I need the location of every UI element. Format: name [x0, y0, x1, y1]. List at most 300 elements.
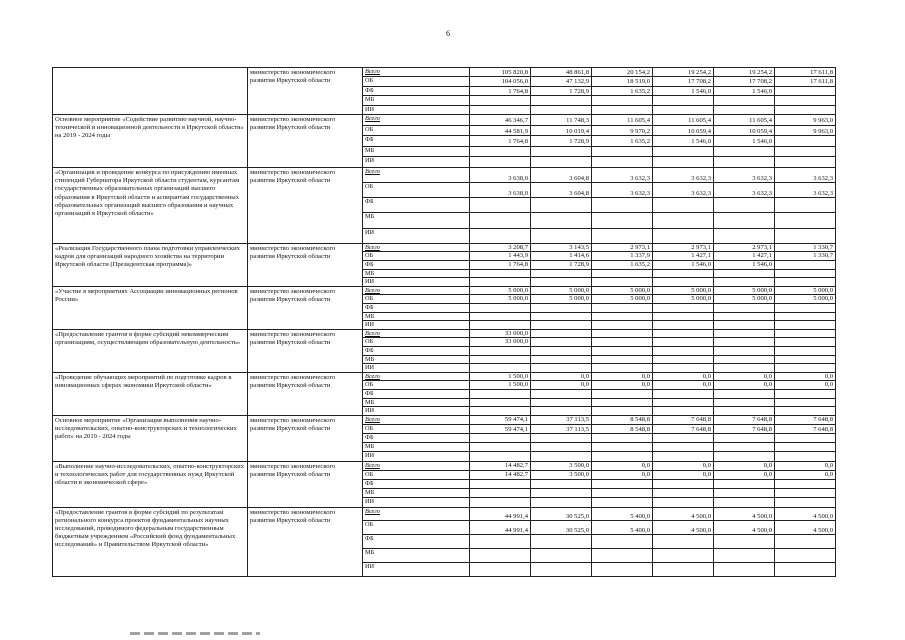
amount-cell — [470, 498, 531, 507]
amount-cell: 1 728,9 — [531, 261, 592, 270]
amount-cell: 0,0 — [775, 381, 836, 390]
amount-cell: 1 728,9 — [531, 136, 592, 147]
amount-cell: 4 500,0 — [653, 521, 714, 535]
amount-cell — [653, 157, 714, 168]
amount-cell: 0,0 — [714, 470, 775, 479]
amount-cell: 5 000,0 — [592, 286, 653, 295]
amount-cell — [775, 562, 836, 576]
amount-cell — [592, 157, 653, 168]
amount-cell: 19 254,2 — [714, 68, 775, 77]
amount-cell: 0,0 — [714, 372, 775, 381]
amount-cell — [592, 346, 653, 355]
funding-source: ИИ — [363, 498, 470, 507]
amount-cell: 14 482,7 — [470, 470, 531, 479]
amount-cell: 1 635,2 — [592, 86, 653, 95]
amount-cell — [714, 338, 775, 347]
funding-source: ОБ — [363, 424, 470, 433]
amount-cell — [653, 213, 714, 228]
amount-cell — [775, 329, 836, 338]
amount-cell: 19 254,2 — [653, 68, 714, 77]
funding-source: Всего — [363, 461, 470, 470]
funding-source: МБ — [363, 269, 470, 278]
amount-cell: 44 991,4 — [470, 507, 531, 521]
amount-cell: 1 546,0 — [653, 261, 714, 270]
amount-cell — [775, 304, 836, 313]
activity-description: «Участие в мероприятиях Ассоциации инновационных регионов России» — [53, 286, 248, 329]
amount-cell — [592, 535, 653, 549]
amount-cell — [653, 489, 714, 498]
amount-cell — [531, 364, 592, 373]
funding-source: ОБ — [363, 77, 470, 86]
amount-cell — [775, 489, 836, 498]
amount-cell — [592, 364, 653, 373]
amount-cell: 4 500,0 — [714, 507, 775, 521]
amount-cell: 0,0 — [775, 470, 836, 479]
responsible-executor: министерство экономического развития Иркутской области — [248, 68, 363, 115]
amount-cell — [592, 304, 653, 313]
amount-cell — [714, 480, 775, 489]
amount-cell — [653, 562, 714, 576]
funding-source: ИИ — [363, 228, 470, 243]
amount-cell: 1 546,0 — [714, 261, 775, 270]
funding-source: ИИ — [363, 157, 470, 168]
funding-source: ФБ — [363, 434, 470, 443]
amount-cell — [470, 312, 531, 321]
funding-source: ОБ — [363, 470, 470, 479]
table-row — [53, 243, 836, 252]
amount-cell — [714, 498, 775, 507]
amount-cell: 7 648,8 — [714, 415, 775, 424]
funding-source: ИИ — [363, 321, 470, 330]
amount-cell: 44 991,4 — [470, 521, 531, 535]
responsible-executor: министерство экономического развития Иркутской области — [248, 329, 363, 372]
amount-cell: 11 605,4 — [653, 114, 714, 125]
funding-source: МБ — [363, 213, 470, 228]
amount-cell — [592, 389, 653, 398]
funding-source: ИИ — [363, 278, 470, 287]
activity-description: Основное мероприятие «Содействие развитию научной, научно-технической и инновационной деятельности в Иркутской области» на 2019 - 2024 годы — [53, 114, 248, 167]
amount-cell — [775, 278, 836, 287]
funding-source: Всего — [363, 286, 470, 295]
amount-cell — [653, 105, 714, 114]
amount-cell — [653, 321, 714, 330]
amount-cell — [653, 443, 714, 452]
amount-cell — [470, 269, 531, 278]
responsible-executor: министерство экономического развития Иркутской области — [248, 286, 363, 329]
activity-description: «Организация и проведение конкурса по присуждению именных стипендий Губернатора Иркутской области студентам, курсантам государственных образовательных организаций высшего образования в Иркутской области и аспирантам государственных образовательных организаций высшего образования и научных организаций в Иркутской области» — [53, 167, 248, 243]
funding-source: ФБ — [363, 136, 470, 147]
funding-source: Всего — [363, 372, 470, 381]
amount-cell: 3 632,3 — [775, 167, 836, 182]
amount-cell: 3 638,0 — [470, 183, 531, 198]
amount-cell: 20 154,2 — [592, 68, 653, 77]
amount-cell — [531, 228, 592, 243]
amount-cell — [775, 498, 836, 507]
amount-cell — [470, 278, 531, 287]
amount-cell — [592, 562, 653, 576]
funding-source: ФБ — [363, 304, 470, 313]
amount-cell — [714, 228, 775, 243]
amount-cell — [653, 407, 714, 416]
amount-cell — [470, 489, 531, 498]
amount-cell — [592, 198, 653, 213]
amount-cell — [714, 321, 775, 330]
amount-cell: 9 963,0 — [775, 114, 836, 125]
amount-cell — [653, 535, 714, 549]
amount-cell: 3 632,3 — [775, 183, 836, 198]
amount-cell — [531, 338, 592, 347]
amount-cell: 3 500,0 — [531, 470, 592, 479]
funding-source: ОБ — [363, 521, 470, 535]
activity-description: Основное мероприятие «Организация выполнения научно-исследовательских, опытно-конструкторских и технологических работ» на 2019 - 2024 годы — [53, 415, 248, 461]
amount-cell: 1 500,0 — [470, 372, 531, 381]
amount-cell — [531, 480, 592, 489]
amount-cell: 1 764,8 — [470, 136, 531, 147]
amount-cell: 1 546,0 — [714, 86, 775, 95]
amount-cell: 2 973,1 — [592, 243, 653, 252]
amount-cell: 1 427,1 — [714, 252, 775, 261]
amount-cell — [531, 278, 592, 287]
amount-cell — [470, 146, 531, 157]
amount-cell — [531, 304, 592, 313]
amount-cell — [775, 398, 836, 407]
amount-cell: 5 000,0 — [592, 295, 653, 304]
funding-source: ИИ — [363, 364, 470, 373]
amount-cell — [714, 157, 775, 168]
amount-cell: 5 000,0 — [470, 295, 531, 304]
amount-cell: 0,0 — [775, 372, 836, 381]
amount-cell — [592, 434, 653, 443]
amount-cell — [653, 452, 714, 461]
funding-source: ФБ — [363, 86, 470, 95]
amount-cell — [470, 562, 531, 576]
funding-source: ИИ — [363, 562, 470, 576]
amount-cell — [714, 535, 775, 549]
funding-source: ОБ — [363, 338, 470, 347]
amount-cell — [470, 213, 531, 228]
amount-cell: 5 000,0 — [653, 286, 714, 295]
amount-cell — [714, 489, 775, 498]
amount-cell: 3 208,7 — [470, 243, 531, 252]
page-number: 6 — [446, 29, 450, 38]
funding-source: ФБ — [363, 198, 470, 213]
amount-cell — [531, 96, 592, 105]
amount-cell: 1 500,0 — [470, 381, 531, 390]
amount-cell — [653, 96, 714, 105]
funding-source: ФБ — [363, 389, 470, 398]
funding-source: МБ — [363, 312, 470, 321]
amount-cell: 1 635,2 — [592, 136, 653, 147]
funding-source: МБ — [363, 146, 470, 157]
amount-cell — [714, 198, 775, 213]
amount-cell — [592, 549, 653, 563]
amount-cell — [653, 198, 714, 213]
amount-cell — [531, 549, 592, 563]
table-row — [53, 372, 836, 381]
amount-cell — [653, 389, 714, 398]
amount-cell — [470, 198, 531, 213]
amount-cell — [714, 355, 775, 364]
amount-cell: 17 611,8 — [775, 68, 836, 77]
amount-cell: 0,0 — [653, 461, 714, 470]
amount-cell — [714, 105, 775, 114]
amount-cell: 1 546,0 — [653, 86, 714, 95]
funding-source: Всего — [363, 114, 470, 125]
budget-table — [52, 67, 836, 577]
amount-cell — [714, 146, 775, 157]
amount-cell — [592, 321, 653, 330]
amount-cell: 0,0 — [653, 381, 714, 390]
funding-source: ОБ — [363, 125, 470, 136]
table-row — [53, 461, 836, 470]
amount-cell — [653, 228, 714, 243]
amount-cell: 33 000,0 — [470, 338, 531, 347]
amount-cell: 59 474,1 — [470, 415, 531, 424]
amount-cell: 0,0 — [653, 372, 714, 381]
amount-cell — [775, 198, 836, 213]
funding-source: Всего — [363, 329, 470, 338]
amount-cell: 1 337,9 — [592, 252, 653, 261]
amount-cell: 48 861,8 — [531, 68, 592, 77]
funding-source: Всего — [363, 243, 470, 252]
responsible-executor: министерство экономического развития Иркутской области — [248, 372, 363, 415]
amount-cell — [592, 228, 653, 243]
amount-cell: 1 330,7 — [775, 243, 836, 252]
amount-cell — [653, 364, 714, 373]
amount-cell — [653, 278, 714, 287]
scan-artifact — [130, 632, 260, 635]
amount-cell: 1 728,9 — [531, 86, 592, 95]
amount-cell — [470, 389, 531, 398]
responsible-executor: министерство экономического развития Иркутской области — [248, 114, 363, 167]
amount-cell — [714, 278, 775, 287]
responsible-executor: министерство экономического развития Иркутской области — [248, 461, 363, 507]
amount-cell — [714, 452, 775, 461]
amount-cell: 8 548,8 — [592, 415, 653, 424]
amount-cell: 3 143,5 — [531, 243, 592, 252]
amount-cell — [714, 562, 775, 576]
amount-cell: 3 638,0 — [470, 167, 531, 182]
amount-cell: 0,0 — [714, 381, 775, 390]
amount-cell — [470, 549, 531, 563]
amount-cell: 37 113,5 — [531, 415, 592, 424]
activity-description: «Реализация Государственного плана подготовки управленческих кадров для организаций народного хозяйства на территории Иркутской области (Президентская программа)» — [53, 243, 248, 286]
funding-source: МБ — [363, 443, 470, 452]
amount-cell: 3 632,3 — [592, 167, 653, 182]
amount-cell: 17 708,2 — [653, 77, 714, 86]
amount-cell — [775, 312, 836, 321]
funding-source: ОБ — [363, 295, 470, 304]
amount-cell — [714, 329, 775, 338]
amount-cell: 0,0 — [592, 372, 653, 381]
activity-description: «Предоставление грантов в форме субсидий некоммерческим организациям, осуществляющим образовательную деятельность» — [53, 329, 248, 372]
amount-cell: 2 973,1 — [653, 243, 714, 252]
amount-cell: 5 000,0 — [775, 295, 836, 304]
amount-cell: 7 648,8 — [775, 415, 836, 424]
amount-cell — [714, 407, 775, 416]
table-row — [53, 415, 836, 424]
amount-cell — [592, 278, 653, 287]
amount-cell — [531, 321, 592, 330]
amount-cell — [714, 304, 775, 313]
responsible-executor: министерство экономического развития Иркутской области — [248, 415, 363, 461]
amount-cell — [653, 355, 714, 364]
amount-cell — [531, 434, 592, 443]
amount-cell — [653, 269, 714, 278]
amount-cell: 10 059,4 — [653, 125, 714, 136]
amount-cell — [531, 452, 592, 461]
table-row — [53, 68, 836, 77]
amount-cell — [531, 198, 592, 213]
amount-cell — [775, 269, 836, 278]
amount-cell — [775, 549, 836, 563]
amount-cell: 11 605,4 — [714, 114, 775, 125]
amount-cell: 37 113,5 — [531, 424, 592, 433]
funding-source: МБ — [363, 355, 470, 364]
amount-cell: 44 581,9 — [470, 125, 531, 136]
amount-cell: 0,0 — [775, 461, 836, 470]
amount-cell: 3 500,0 — [531, 461, 592, 470]
funding-source: Всего — [363, 68, 470, 77]
amount-cell — [775, 157, 836, 168]
amount-cell — [531, 213, 592, 228]
funding-source: ФБ — [363, 346, 470, 355]
amount-cell: 4 500,0 — [775, 521, 836, 535]
amount-cell: 5 000,0 — [775, 286, 836, 295]
amount-cell — [470, 346, 531, 355]
amount-cell: 5 000,0 — [531, 295, 592, 304]
amount-cell — [775, 480, 836, 489]
amount-cell: 10 019,4 — [531, 125, 592, 136]
amount-cell: 10 059,4 — [714, 125, 775, 136]
amount-cell — [775, 105, 836, 114]
funding-source: МБ — [363, 96, 470, 105]
amount-cell — [531, 407, 592, 416]
activity-description: «Предоставление грантов в форме субсидий по результатам регионального конкурса проектов фундаментальных научных исследований, проводимого федеральным государственным бюджетным учреждением «Российский фонд фундаментальных исследований» и Правительством Иркутской области» — [53, 507, 248, 576]
amount-cell: 7 648,8 — [653, 415, 714, 424]
amount-cell — [531, 489, 592, 498]
amount-cell — [531, 389, 592, 398]
amount-cell: 7 648,8 — [653, 424, 714, 433]
amount-cell — [653, 329, 714, 338]
amount-cell — [470, 105, 531, 114]
amount-cell — [531, 329, 592, 338]
amount-cell — [653, 304, 714, 313]
responsible-executor: министерство экономического развития Иркутской области — [248, 507, 363, 576]
amount-cell: 5 000,0 — [470, 286, 531, 295]
amount-cell — [592, 146, 653, 157]
amount-cell: 8 548,8 — [592, 424, 653, 433]
funding-source: ОБ — [363, 381, 470, 390]
amount-cell — [592, 480, 653, 489]
amount-cell: 46 346,7 — [470, 114, 531, 125]
table-row — [53, 114, 836, 125]
amount-cell: 7 648,8 — [714, 424, 775, 433]
amount-cell — [714, 549, 775, 563]
table-row — [53, 167, 836, 182]
amount-cell — [653, 434, 714, 443]
amount-cell: 0,0 — [592, 470, 653, 479]
table-body — [53, 68, 836, 577]
amount-cell — [470, 157, 531, 168]
amount-cell — [470, 480, 531, 489]
amount-cell: 0,0 — [653, 470, 714, 479]
amount-cell — [531, 562, 592, 576]
amount-cell — [714, 364, 775, 373]
amount-cell: 11 605,4 — [592, 114, 653, 125]
amount-cell — [592, 213, 653, 228]
amount-cell — [653, 549, 714, 563]
responsible-executor: министерство экономического развития Иркутской области — [248, 243, 363, 286]
amount-cell: 4 500,0 — [775, 507, 836, 521]
amount-cell — [714, 312, 775, 321]
amount-cell — [714, 443, 775, 452]
amount-cell: 0,0 — [531, 372, 592, 381]
amount-cell — [592, 489, 653, 498]
amount-cell — [775, 443, 836, 452]
amount-cell — [531, 498, 592, 507]
amount-cell: 30 525,0 — [531, 507, 592, 521]
amount-cell — [714, 269, 775, 278]
funding-source: ИИ — [363, 452, 470, 461]
table-row — [53, 329, 836, 338]
amount-cell: 14 482,7 — [470, 461, 531, 470]
funding-source: МБ — [363, 489, 470, 498]
amount-cell — [531, 355, 592, 364]
funding-source: ФБ — [363, 535, 470, 549]
amount-cell: 1 764,8 — [470, 86, 531, 95]
amount-cell — [775, 338, 836, 347]
amount-cell: 1 443,9 — [470, 252, 531, 261]
funding-source: МБ — [363, 398, 470, 407]
amount-cell: 17 708,2 — [714, 77, 775, 86]
amount-cell: 3 604,8 — [531, 183, 592, 198]
amount-cell: 4 500,0 — [653, 507, 714, 521]
amount-cell — [592, 498, 653, 507]
funding-source: МБ — [363, 549, 470, 563]
amount-cell: 1 764,8 — [470, 261, 531, 270]
amount-cell: 0,0 — [531, 381, 592, 390]
amount-cell — [592, 443, 653, 452]
amount-cell — [592, 338, 653, 347]
amount-cell: 3 632,3 — [653, 167, 714, 182]
activity-description — [53, 68, 248, 115]
amount-cell: 17 611,8 — [775, 77, 836, 86]
amount-cell — [531, 346, 592, 355]
amount-cell: 4 500,0 — [714, 521, 775, 535]
table-row — [53, 286, 836, 295]
amount-cell — [653, 346, 714, 355]
amount-cell — [775, 389, 836, 398]
amount-cell — [775, 346, 836, 355]
amount-cell — [531, 269, 592, 278]
table-row — [53, 507, 836, 521]
amount-cell: 1 427,1 — [653, 252, 714, 261]
amount-cell: 47 132,9 — [531, 77, 592, 86]
amount-cell: 105 820,8 — [470, 68, 531, 77]
amount-cell — [775, 86, 836, 95]
amount-cell — [592, 105, 653, 114]
amount-cell: 3 604,8 — [531, 167, 592, 182]
amount-cell — [470, 321, 531, 330]
amount-cell — [775, 434, 836, 443]
amount-cell — [775, 355, 836, 364]
amount-cell — [775, 213, 836, 228]
funding-source: Всего — [363, 507, 470, 521]
amount-cell — [653, 312, 714, 321]
funding-source: ФБ — [363, 261, 470, 270]
amount-cell: 0,0 — [714, 461, 775, 470]
